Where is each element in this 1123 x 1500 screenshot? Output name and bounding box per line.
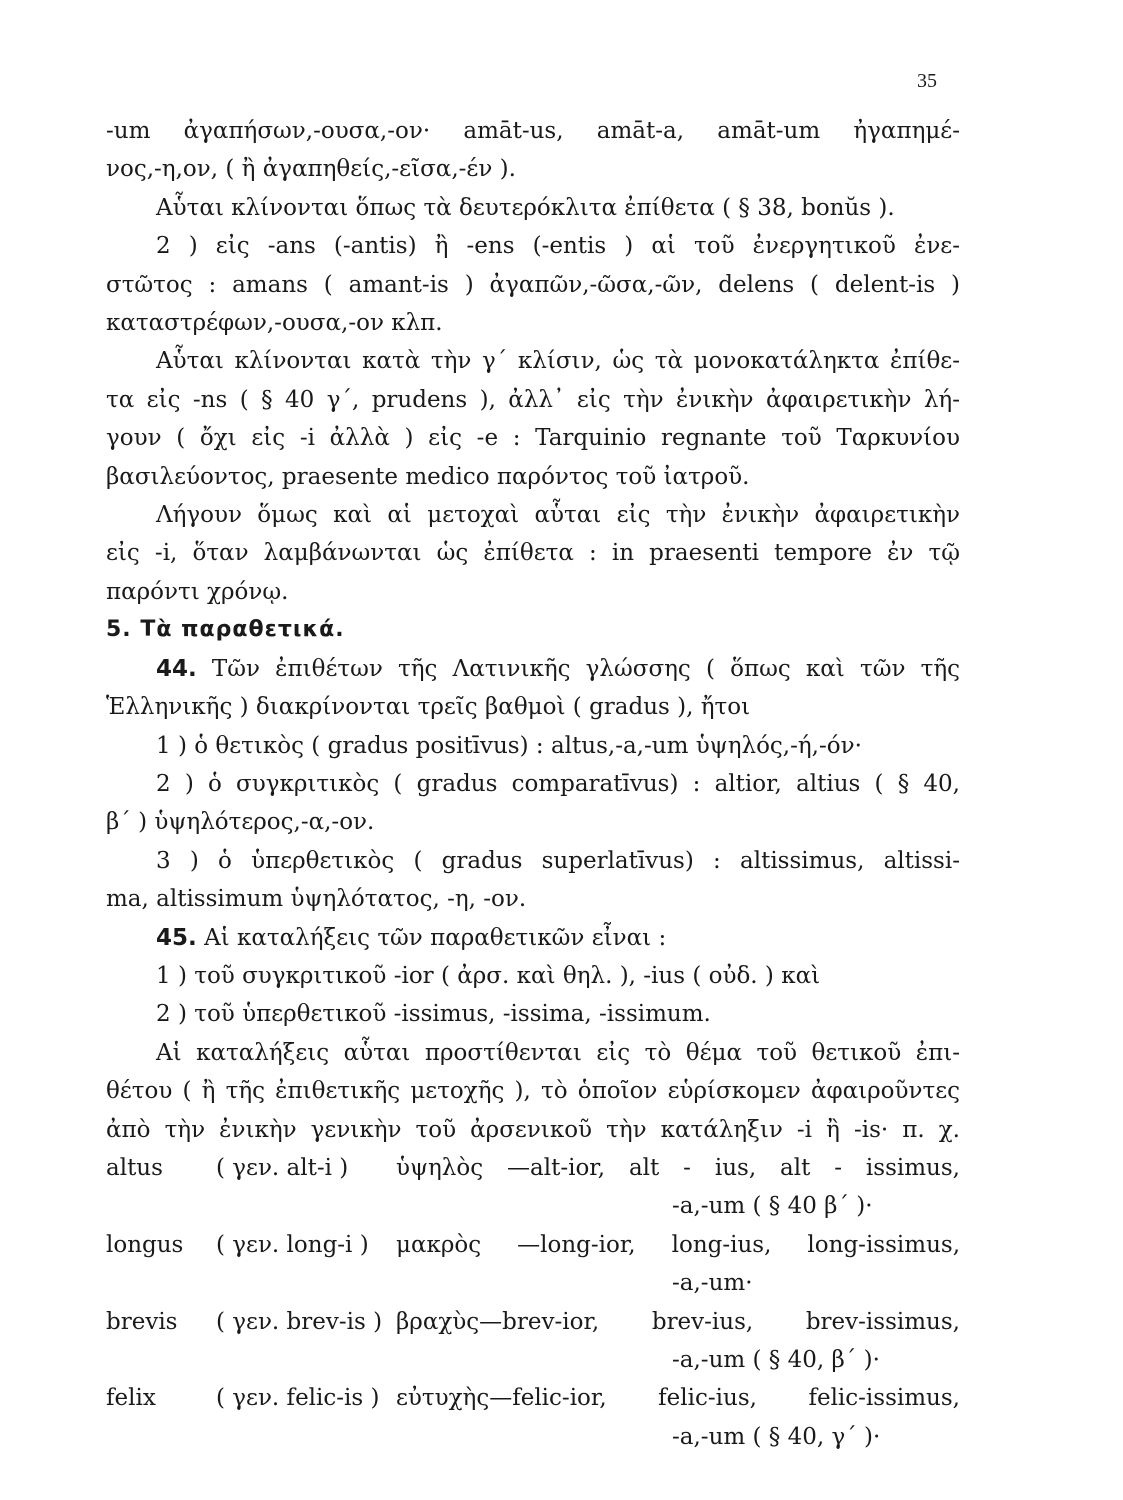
example-forms: βραχὺς—brev-ior, brev-ius, brev-issimus, — [396, 1308, 960, 1335]
text-line: στῶτος : amans ( amant-is ) ἀγαπῶν,-ῶσα,-ῶν, delens ( delent-is ) — [106, 271, 960, 298]
example-continuation: -a,-um· — [672, 1270, 753, 1297]
text-line: Αἱ καταλήξεις αὗται προστίθενται εἰς τὸ θέμα τοῦ θετικοῦ ἐπι- — [156, 1039, 960, 1066]
text-line: 2 ) τοῦ ὑπερθετικοῦ -issimus, -issima, -issimum. — [156, 1001, 711, 1028]
example-word: longus — [106, 1231, 184, 1258]
text-line: θέτου ( ἢ τῆς ἐπιθετικῆς μετοχῆς ), τὸ ὁποῖον εὑρίσκομεν ἀφαιροῦντες — [106, 1078, 960, 1105]
example-continuation: -a,-um ( § 40, β΄ )· — [672, 1347, 880, 1373]
example-row — [106, 1149, 960, 1187]
paragraph-44 — [106, 650, 960, 688]
text-line: Αὗται κλίνονται ὅπως τὰ δευτερόκλιτα ἐπίθετα ( § 38, bonŭs ). — [156, 194, 895, 221]
example-continuation: -a,-um ( § 40, γ΄ )· — [672, 1423, 881, 1450]
text-line: ἀπὸ τὴν ἐνικὴν γενικὴν τοῦ ἀρσενικοῦ τὴν κατάληξιν -i ἢ -is· π. χ. — [106, 1116, 960, 1143]
example-forms: μακρὸς —long-ior, long-ius, long-issimus, — [396, 1231, 960, 1258]
text-line: βασιλεύοντος, praesente medico παρόντος τοῦ ἰατροῦ. — [106, 463, 750, 490]
example-row — [106, 1226, 960, 1264]
example-genitive: ( γεν. felic-is ) — [216, 1385, 380, 1412]
paragraph-45 — [106, 919, 960, 957]
text-line: Ἑλληνικῆς ) διακρίνονται τρεῖς βαθμοὶ ( gradus ), ἤτοι — [106, 694, 751, 721]
example-row — [106, 1303, 960, 1341]
example-row — [106, 1379, 960, 1417]
example-forms: ὑψηλὸς —alt-ior, alt - ius, alt - issimus, — [396, 1154, 960, 1181]
text-line: 1 ) ὁ θετικὸς ( gradus positīvus) : altus,-a,-um ὑψηλός,-ή,-όν· — [156, 732, 862, 759]
text-line: γουν ( ὄχι εἰς -i ἀλλὰ ) εἰς -e : Tarquinio regnante τοῦ Ταρκυνίου — [106, 425, 960, 452]
section-number: 45. — [156, 924, 197, 951]
text-line: -um ἀγαπήσων,-ουσα,-ον· amāt-us, amāt-a, amāt-um ἠγαπημέ- — [106, 118, 960, 144]
text-line: 2 ) ὁ συγκριτικὸς ( gradus comparatīvus) : altior, altius ( § 40, — [156, 770, 960, 797]
section-heading: 5. Τὰ παραθετικά. — [106, 617, 345, 643]
example-continuation: -a,-um ( § 40 β΄ )· — [672, 1193, 873, 1220]
text-line: τα εἰς -ns ( § 40 γ΄, prudens ), ἀλλ᾽ εἰς τὴν ἐνικὴν ἀφαιρετικὴν λή- — [106, 386, 960, 413]
text-line: καταστρέφων,-ουσα,-ον κλπ. — [106, 310, 443, 337]
text-line: 2 ) εἰς -ans (-antis) ἢ -ens (-entis ) αἱ τοῦ ἐνεργητικοῦ ἐνε- — [156, 233, 960, 260]
text-line: ma, altissimum ὑψηλότατος, -η, -ον. — [106, 886, 527, 913]
section-number: 44. — [156, 655, 197, 682]
example-genitive: ( γεν. long-i ) — [216, 1231, 369, 1258]
example-word: brevis — [106, 1308, 178, 1335]
example-genitive: ( γεν. brev-is ) — [216, 1308, 383, 1335]
text-line: 1 ) τοῦ συγκριτικοῦ -ior ( ἀρσ. καὶ θηλ. ), -ius ( οὐδ. ) καὶ — [156, 962, 821, 989]
example-forms: εὐτυχὴς—felic-ior, felic-ius, felic-issimus, — [396, 1385, 960, 1412]
text-line: παρόντι χρόνῳ. — [106, 578, 289, 605]
example-word: felix — [106, 1385, 156, 1412]
text-line: εἰς -i, ὅταν λαμβάνωνται ὡς ἐπίθετα : in praesenti tempore ἐν τῷ — [106, 540, 960, 567]
page-body — [106, 112, 960, 1456]
text-line: Λήγουν ὅμως καὶ αἱ μετοχαὶ αὗται εἰς τὴν ἐνικὴν ἀφαιρετικὴν — [156, 502, 960, 529]
text-line: Αὗται κλίνονται κατὰ τὴν γ΄ κλίσιν, ὡς τὰ μονοκατάληκτα ἐπίθε- — [156, 348, 960, 375]
text-line: Τῶν ἐπιθέτων τῆς Λατινικῆς γλώσσης ( ὅπως καὶ τῶν τῆς — [211, 655, 960, 682]
text-line: 3 ) ὁ ὑπερθετικὸς ( gradus superlatīvus) : altissimus, altissi- — [156, 847, 960, 874]
text-line: νος,-η,ον, ( ἢ ἀγαπηθείς,-εῖσα,-έν ). — [106, 156, 516, 183]
example-genitive: ( γεν. alt-i ) — [216, 1154, 349, 1181]
page-number: 35 — [917, 70, 937, 92]
text-line: β΄ ) ὑψηλότερος,-α,-ον. — [106, 809, 375, 836]
example-word: altus — [106, 1154, 163, 1181]
text-line: Αἱ καταλήξεις τῶν παραθετικῶν εἶναι : — [204, 924, 667, 951]
